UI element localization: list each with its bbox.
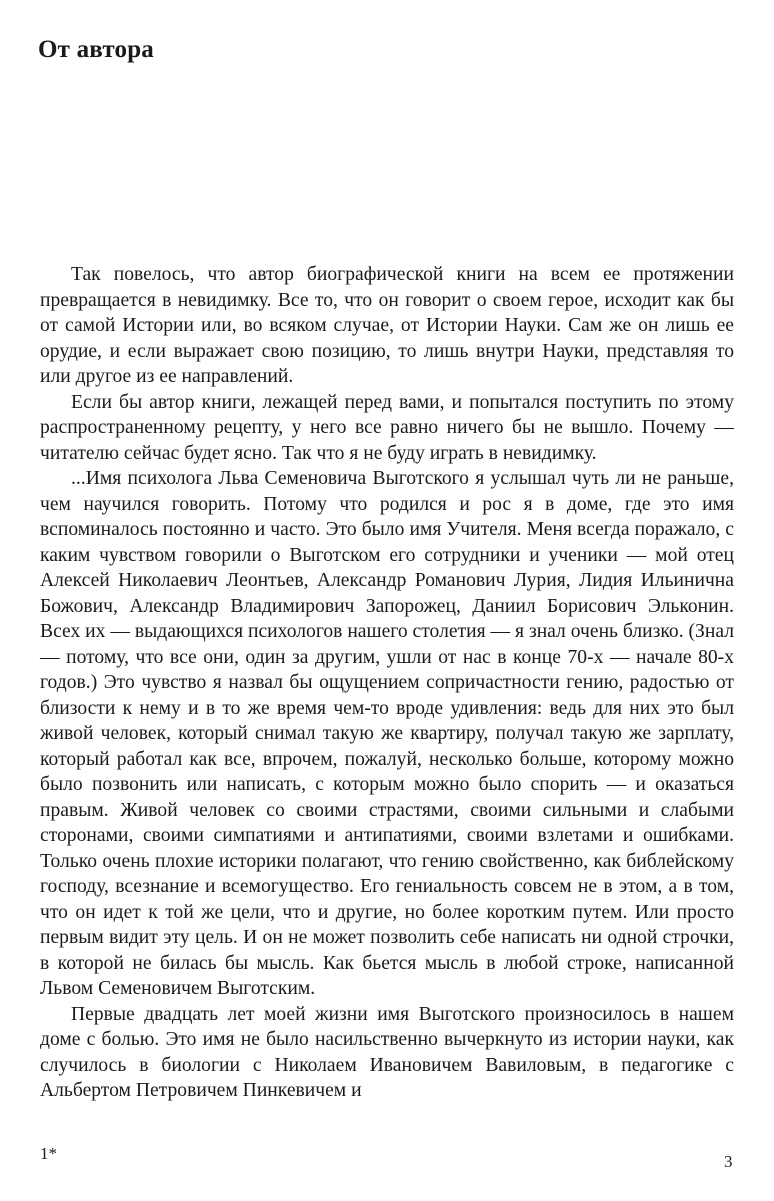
section-title: От автора (38, 36, 155, 63)
paragraph: Так повелось, что автор биографической книги на всем ее протяжении превращается в невидимку. Все то, что он говорит о своем герое, исходит как бы от самой Истории или, во всяком случае, от Истории Науки. Сам же он лишь ее орудие, и если выражает свою позицию, то лишь внутри Науки, представляя то или другое из ее направлений. (40, 264, 734, 387)
paragraph: Первые двадцать лет моей жизни имя Выготского произносилось в нашем доме с болью. Это имя не было насильственно вычеркнуто из истории науки, как случилось в биологии с Николаем Ивановичем Вавиловым, в педагогике с Альбертом Петровичем Пинкевичем и (40, 1003, 734, 1101)
printer-signature-mark: 1* (40, 1144, 57, 1163)
page-number: 3 (724, 1152, 733, 1171)
paragraph: ...Имя психолога Льва Семеновича Выготского я услышал чуть ли не раньше, чем научился говорить. Потому что родился и рос я в доме, где это имя вспоминалось постоянно и часто. Это было имя Учителя. Меня всегда поражало, с каким чувством говорили о Выготском его сотрудники и ученики — мой отец Алексей Николаевич Леонтьев, Александр Романович Лурия, Лидия Ильинична Божович, Александр Владимирович Запорожец, Даниил Борисович Эльконин. Всех их — выдающихся психологов нашего столетия — я знал очень близко. (Знал — потому, что все они, один за другим, ушли от нас в конце 70-х — начале 80-х годов.) Это чувство я назвал бы ощущением сопричастности гению, радостью от близости к нему и в то же время чем-то вроде удивления: ведь для них это был живой человек, который снимал такую же квартиру, получал такую же зарплату, который работал как все, впрочем, пожалуй, несколько больше, которому можно было позвонить или написать, с которым можно было спорить — и оказаться правым. Живой человек со своими страстями, своими сильными и слабыми сторонами, своими симпатиями и антипатиями, своими взлетами и ошибками. Только очень плохие историки полагают, что гению свойственно, как библейскому господу, всезнание и всемогущество. Его гениальность совсем не в этом, а в том, что он идет к той же цели, что и другие, но более коротким путем. Или просто первым видит эту цель. И он не может позволить себе написать ни одной строчки, в которой не билась бы мысль. Как бьется мысль в любой строке, написанной Львом Семеновичем Выготским. (40, 468, 734, 999)
paragraph: Если бы автор книги, лежащей перед вами, и попытался поступить по этому распространенному рецепту, у него все равно ничего бы не вышло. Почему — читателю сейчас будет ясно. Так что я не буду играть в невидимку. (40, 391, 734, 464)
body-text (40, 262, 734, 1104)
